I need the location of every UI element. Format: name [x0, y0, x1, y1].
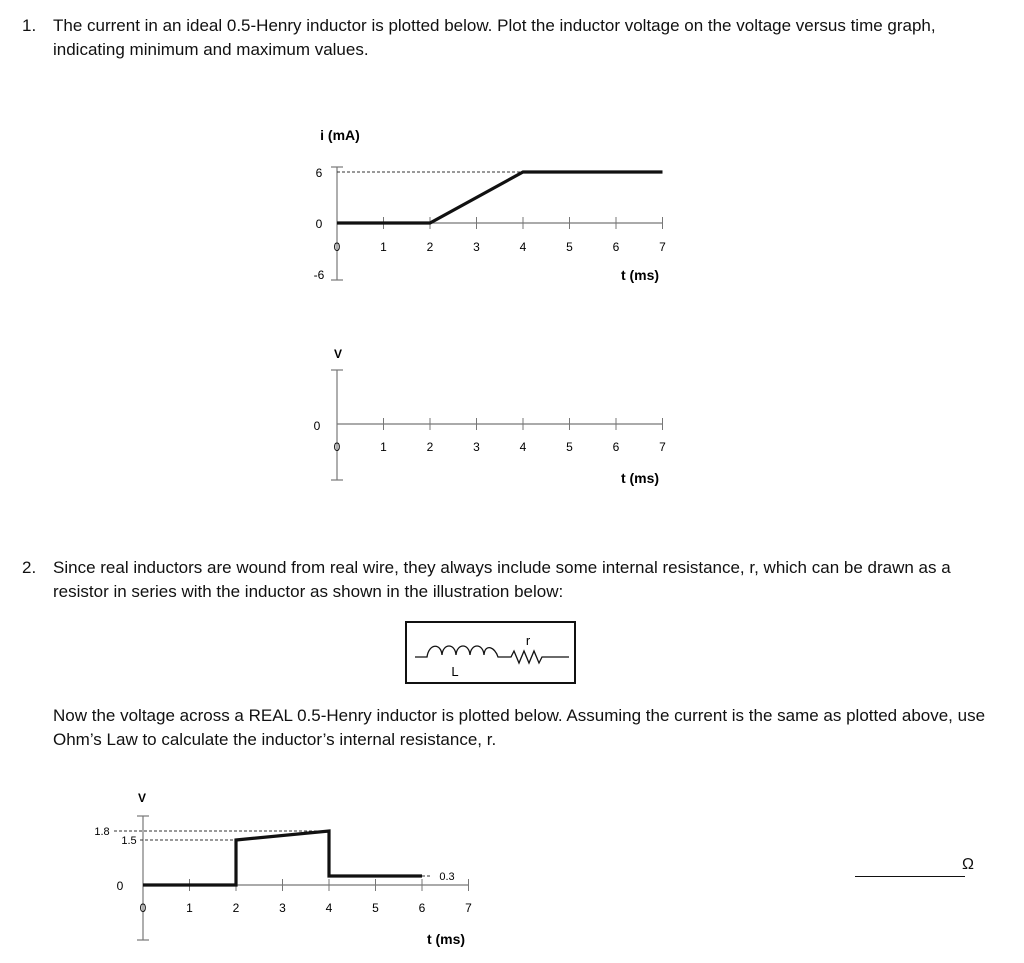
y-tick-label: 0 — [315, 217, 323, 231]
x-axis-label: t (ms) — [426, 931, 466, 947]
x-tick-label: 2 — [232, 901, 240, 915]
x-tick-label: 4 — [519, 240, 527, 254]
x-tick-label: 6 — [612, 240, 620, 254]
x-tick-label: 1 — [186, 901, 193, 915]
x-tick-label: 7 — [659, 240, 666, 254]
x-tick-label: 3 — [279, 901, 286, 915]
question-2-number: 2. — [22, 558, 37, 577]
answer-blank[interactable] — [855, 876, 965, 877]
question-1-number: 1. — [22, 16, 37, 35]
x-tick-label: 1 — [380, 240, 387, 254]
y-tick-label: 0 — [116, 879, 124, 893]
y-tick-label: 0 — [313, 419, 321, 433]
x-tick-label: 0 — [333, 440, 341, 454]
real-voltage-chart — [80, 780, 500, 950]
y-axis-label: i (mA) — [320, 127, 360, 143]
resistor-label: r — [525, 633, 531, 648]
x-tick-label: 7 — [465, 901, 472, 915]
y-tick-label: 1.5 — [121, 835, 137, 847]
x-tick-label: 3 — [473, 440, 480, 454]
resistor-zigzag — [505, 651, 569, 663]
x-tick-label: 5 — [566, 240, 573, 254]
x-tick-label: 0 — [333, 240, 341, 254]
voltage-chart-blank — [290, 340, 690, 500]
ohm-unit: Ω — [962, 856, 974, 873]
question-2-text-2: Now the voltage across a REAL 0.5-Henry inductor is plotted below. Assuming the current is the same as plotted above, use Ohm’s Law to calculate the inductor’s internal resistance, r. — [53, 706, 986, 749]
x-tick-label: 7 — [659, 440, 666, 454]
y-tick-label: 1.8 — [94, 826, 110, 838]
current-series-line — [337, 172, 663, 223]
illustration-frame — [406, 622, 575, 683]
x-tick-label: 5 — [372, 901, 379, 915]
x-tick-label: 3 — [473, 240, 480, 254]
x-tick-label: 6 — [612, 440, 620, 454]
x-axis-label: t (ms) — [620, 267, 660, 283]
inductor-resistor-illustration — [405, 621, 577, 685]
x-tick-label: 2 — [426, 240, 434, 254]
x-tick-label: 6 — [418, 901, 426, 915]
x-tick-label: 5 — [566, 440, 573, 454]
inductor-label: L — [451, 664, 459, 679]
x-tick-label: 2 — [426, 440, 434, 454]
x-axis-label: t (ms) — [620, 470, 660, 486]
low-value-annotation: 0.3 — [439, 871, 455, 883]
inductor-coil — [415, 646, 505, 657]
y-tick-label: 6 — [315, 166, 323, 180]
y-axis-label: V — [333, 347, 343, 361]
question-1-text: The current in an ideal 0.5-Henry inductor is plotted below. Plot the inductor voltage on the voltage versus time graph, indicating minimum and maximum values. — [53, 16, 936, 59]
x-tick-label: 1 — [380, 440, 387, 454]
y-axis-label: V — [137, 791, 147, 805]
y-tick-label: -6 — [313, 268, 325, 282]
x-tick-label: 4 — [519, 440, 527, 454]
x-tick-label: 4 — [325, 901, 333, 915]
question-2-text: Since real inductors are wound from real wire, they always include some internal resistance, r, which can be drawn as a resistor in series with the inductor as shown in the illustration below: — [53, 558, 951, 601]
voltage-series-line — [143, 831, 422, 885]
current-chart — [290, 120, 690, 300]
x-tick-label: 0 — [139, 901, 147, 915]
